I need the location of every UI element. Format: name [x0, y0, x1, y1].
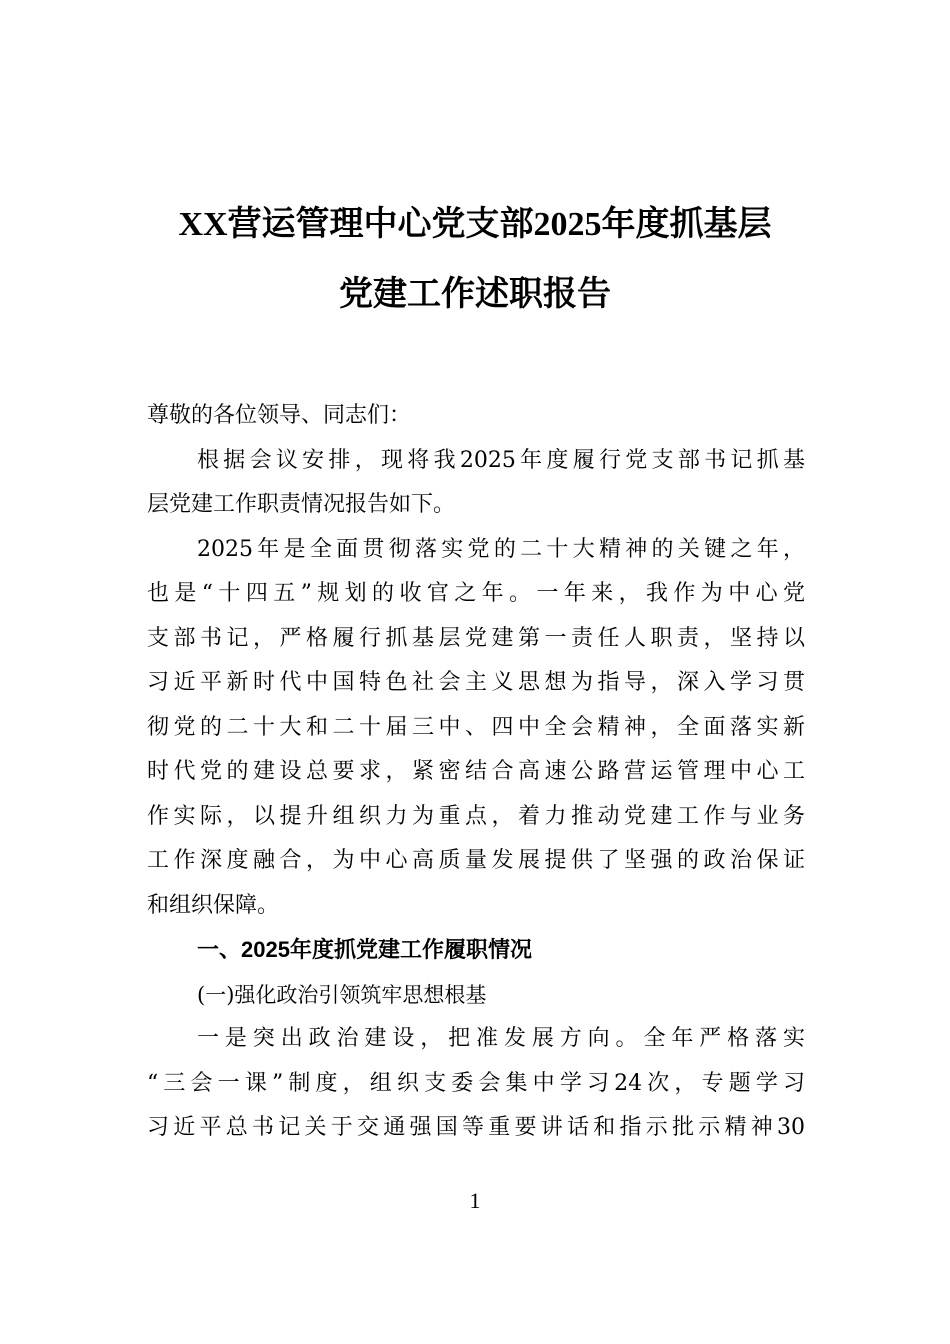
- paragraph-line: 层党建工作职责情况报告如下。: [147, 492, 456, 517]
- paragraph-line: 时代党的建设总要求，紧密结合高速公路营运管理中心工: [147, 759, 805, 784]
- paragraph-line: 根据会议安排，现将我2025年度履行党支部书记抓基: [197, 447, 805, 473]
- document-title-line-1: XX营运管理中心党支部2025年度抓基层: [178, 206, 772, 243]
- paragraph-line: 作实际，以提升组织力为重点，着力推动党建工作与业务: [147, 803, 805, 829]
- page-number: 1: [469, 1188, 481, 1213]
- document-body: [147, 394, 805, 1151]
- paragraph-line: 2025年是全面贯彻落实党的二十大精神的关键之年，: [197, 536, 805, 562]
- paragraph-line: 也是“十四五”规划的收官之年。一年来，我作为中心党: [147, 581, 805, 606]
- paragraph-line: 和组织保障。: [147, 892, 280, 918]
- paragraph-line: “三会一课”制度，组织支委会集中学习24次，专题学习: [147, 1070, 805, 1096]
- paragraph-line: 习近平新时代中国特色社会主义思想为指导，深入学习贯: [147, 670, 805, 695]
- paragraph-line: 支部书记，严格履行抓基层党建第一责任人职责，坚持以: [147, 625, 805, 651]
- salutation: 尊敬的各位领导、同志们：: [147, 403, 412, 428]
- paragraph-line: 彻党的二十大和二十届三中、四中全会精神，全面落实新: [147, 714, 805, 740]
- paragraph-line: 一是突出政治建设，把准发展方向。全年严格落实: [197, 1026, 805, 1051]
- paragraph-line: 习近平总书记关于交通强国等重要讲话和指示批示精神30: [147, 1115, 805, 1140]
- section-heading: 一、2025年度抓党建工作履职情况: [197, 937, 532, 962]
- document-title-line-2: 党建工作述职报告: [339, 276, 611, 313]
- subsection-heading: (一)强化政治引领筑牢思想根基: [197, 982, 487, 1007]
- paragraph-line: 工作深度融合，为中心高质量发展提供了坚强的政治保证: [147, 848, 805, 873]
